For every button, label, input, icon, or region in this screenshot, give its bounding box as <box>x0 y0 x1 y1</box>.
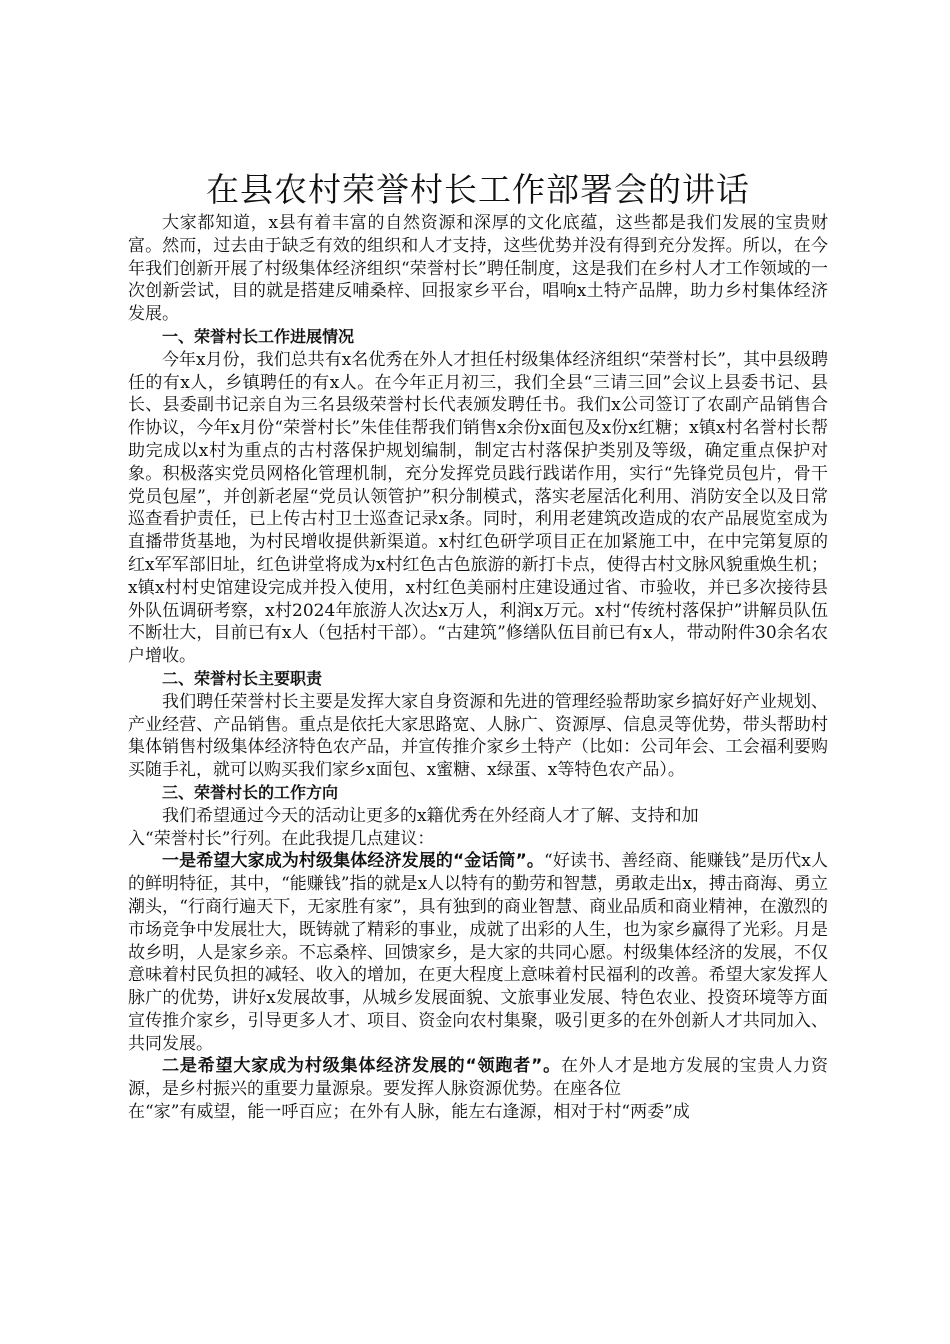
document-title: 在县农村荣誉村长工作部署会的讲话 <box>206 170 750 209</box>
direction-intro-line-1: 我们希望通过今天的活动让更多的x籍优秀在外经商人才了解、支持和加 <box>162 805 699 826</box>
point-one-lead: 一是希望大家成为村级集体经济发展的“金话筒”。 <box>162 851 545 872</box>
document-page <box>128 168 828 1124</box>
point-one-paragraph <box>128 850 828 1055</box>
section-heading-progress: 一、荣誉村长工作进展情况 <box>162 326 355 346</box>
point-two-lead: 二是希望大家成为村级集体经济发展的“领跑者”。 <box>162 1056 562 1077</box>
section-intro-direction <box>128 805 828 828</box>
point-two-paragraph <box>128 1055 828 1101</box>
section-body-progress: 今年x月份，我们总共有x名优秀在外人才担任村级集体经济组织“荣誉村长”，其中县级聘任的有x人，乡镇聘任的有x人。在今年正月初三，我们全县“三请三回”会议上县委书记、县长、县委副书记亲自为三名县级荣誉村长代表颁发聘任书。我们x公司签订了农副产品销售合作协议，今年x月份“荣誉村长”朱佳佳帮我们销售x余份x面包及x份x红糖；x镇x村名誉村长帮助完成以x村为重点的古村落保护规划编制，制定古村落保护类别及等级，确定重点保护对象。积极落实党员网格化管理机制，充分发挥党员践行践诺作用，实行“先锋党员包片，骨干党员包屋”，并创新老屋“党员认领管护”积分制模式，落实老屋活化利用、消防安全以及日常巡查看护责任，已上传古村卫士巡查记录x条。同时，利用老建筑改造成的农产品展览室成为直播带货基地，为村民增收提供新渠道。x村红色研学项目正在加紧施工中，在中完第复原的红x军军部旧址，红色讲堂将成为x村红色古色旅游的新打卡点，使得古村文脉风貌重焕生机；x镇x村村史馆建设完成并投入使用，x村红色美丽村庄建设通过省、市验收，并已多次接待县外队伍调研考察，x村2024年旅游人次达x万人，利润x万元。x村“传统村落保护”讲解员队伍不断壮大，目前已有x人（包括村干部）。“古建筑”修缮队伍目前已有x人，带动附件30余名农户增收。 <box>128 349 828 667</box>
section-body-duties: 我们聘任荣誉村长主要是发挥大家自身资源和先进的管理经验帮助家乡搞好好产业规划、产业经营、产品销售。重点是依托大家思路宽、人脉广、资源厚、信息灵等优势，带头帮助村集体销售村级集体经济特色农产品，并宣传推介家乡土特产（比如：公司年会、工会福利要购买随手礼，就可以购买我们家乡x面包、x蜜糖、x绿蛋、x等特色农产品）。 <box>128 691 828 781</box>
section-heading-direction: 三、荣誉村长的工作方向 <box>162 782 339 802</box>
section-heading-duties: 二、荣誉村长主要职责 <box>162 668 323 688</box>
direction-intro-line-2: 入“荣誉村长”行列。在此我提几点建议： <box>128 828 435 849</box>
point-two-body: 在外人才是地方发展的宝贵人力资源，是乡村振兴的重要力量源泉。要发挥人脉资源优势。在座各位 <box>128 1056 828 1100</box>
intro-paragraph: 大家都知道，x县有着丰富的自然资源和深厚的文化底蕴，这些都是我们发展的宝贵财富。然而，过去由于缺乏有效的组织和人才支持，这些优势并没有得到充分发挥。所以，在今年我们创新开展了村级集体经济组织“荣誉村长”聘任制度，这是我们在乡村人才工作领域的一次创新尝试，目的就是搭建反哺桑梓、回报家乡平台，唱响x土特产品牌，助力乡村集体经济发展。 <box>128 213 828 325</box>
point-one-body: “好读书、善经商、能赚钱”是历代x人的鲜明特征，其中，“能赚钱”指的就是x人以特有的勤劳和智慧，勇敢走出x，搏击商海、勇立潮头，“行商行遍天下，无家胜有家”，具有独到的商业智慧、商业品质和商业精神，在激烈的市场竞争中发展壮大，既铸就了精彩的事业，成就了出彩的人生，也为家乡赢得了光彩。月是故乡明，人是家乡亲。不忘桑梓、回馈家乡，是大家的共同心愿。村级集体经济的发展，不仅意味着村民负担的减轻、收入的增加，在更大程度上意味着村民福利的改善。希望大家发挥人脉广的优势，讲好x发展故事，从城乡发展面貌、文旅事业发展、特色农业、投资环境等方面宣传推介家乡，引导更多人才、项目、资金向农村集聚，吸引更多的在外创新人才共同加入、共同发展。 <box>128 851 828 1054</box>
section-intro-direction-cont <box>128 828 828 851</box>
point-two-tail: 在“家”有威望，能一呼百应；在外有人脉，能左右逢源，相对于村“两委”成 <box>128 1102 690 1123</box>
